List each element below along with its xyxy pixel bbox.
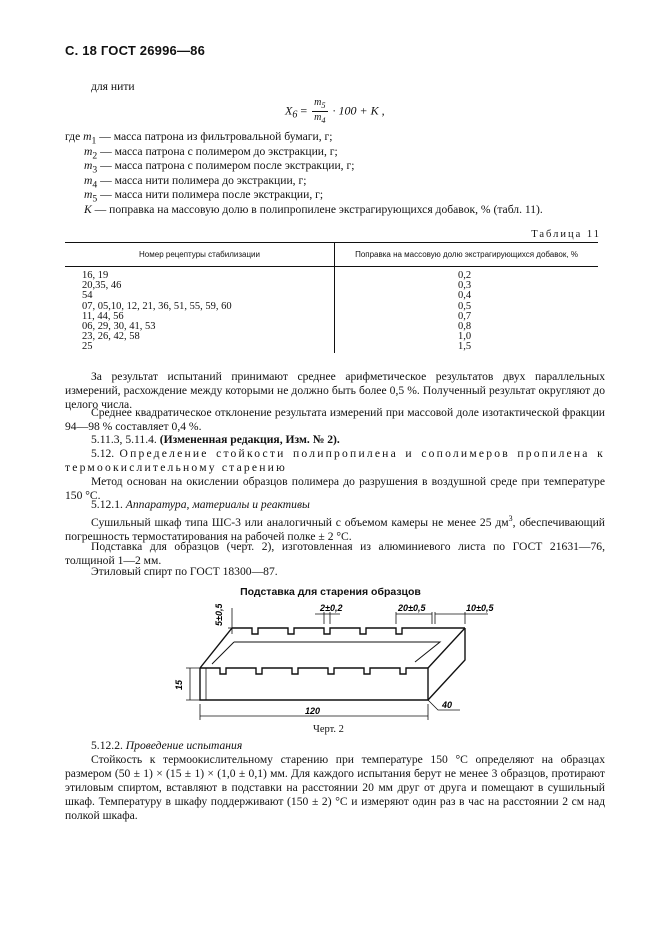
formula-rhs: · 100 + K ,: [332, 103, 385, 118]
table-row: [65, 281, 598, 291]
definition-item: [65, 174, 543, 189]
section-number: 5.11.3, 5.11.4.: [91, 433, 160, 446]
paragraph-deviation: [65, 406, 605, 434]
formula-numerator: m: [314, 97, 322, 108]
paragraph-text: За результат испытаний принимают среднее арифметическое результатов двух параллельных измерений, расхождение между которыми не должно быть более 0,5 %. Полученный результат округляют до целого числа.: [65, 370, 605, 411]
definition-list: [65, 130, 543, 218]
section-title: Проведение испытания: [125, 739, 243, 752]
figure-title: Подставка для старения образцов: [240, 586, 421, 598]
superscript: 3: [508, 514, 513, 523]
page-header: С. 18 ГОСТ 26996—86: [65, 43, 206, 58]
front-edge: [200, 668, 428, 674]
table-cell-correction: 1,5: [458, 341, 472, 353]
section-number: 5.12.1.: [91, 498, 126, 511]
definition-sub: 3: [92, 164, 98, 176]
table-cell-recipe: 11, 44, 56: [65, 312, 335, 322]
formula-denominator: m: [314, 112, 322, 123]
figure-caption: Черт. 2: [313, 724, 344, 735]
formula-x6: [285, 97, 385, 126]
table-cell-recipe: 07, 05,10, 12, 21, 36, 51, 55, 59, 60: [65, 302, 335, 312]
formula-fraction: [312, 97, 327, 126]
definition-sub: 4: [92, 179, 98, 191]
definition-prefix: где: [65, 130, 84, 143]
definition-sub: 1: [91, 135, 97, 147]
definition-item: [65, 130, 543, 145]
section-title: Определение стойкости полипропилена и сополимеров пропилена к термоокислительному старению: [65, 447, 605, 474]
right-slant: [428, 628, 465, 668]
paragraph-procedure: [65, 753, 605, 823]
definition-item: [65, 188, 543, 203]
dim-end-offset: 10±0,5: [466, 604, 494, 613]
definition-text: — масса патрона из фильтровальной бумаги, г;: [96, 130, 333, 143]
section-number: 5.12.2.: [91, 739, 126, 752]
table-row: [65, 332, 598, 342]
dim-length: 120: [305, 706, 321, 716]
table-cell-recipe: 25: [65, 342, 335, 352]
table-cell-recipe: 06, 29, 30, 41, 53: [65, 322, 335, 332]
table-row: [65, 267, 598, 282]
definition-sub: 5: [92, 193, 98, 205]
table-cell-correction: 1,0: [458, 331, 472, 343]
table-header-row: [65, 243, 598, 267]
paragraph-text: Среднее квадратическое отклонение результата измерений при массовой доле изотактической фракции 94—98 % составляет 0,4 %.: [65, 406, 605, 433]
definition-text: — масса патрона с полимером до экстракции, г;: [97, 144, 338, 158]
definition-item: [65, 203, 543, 218]
definition-text: — поправка на массовую долю в полипропилене экстрагирующихся добавок, % (табл. 11).: [91, 202, 543, 216]
definition-text: — масса нити полимера до экстракции, г;: [97, 173, 307, 187]
column-header-correction: Поправка на массовую долю экстрагирующихся добавок, %: [335, 243, 599, 267]
formula-lhs: X: [285, 103, 293, 118]
definition-symbol: m: [83, 130, 92, 143]
definition-symbol: m: [84, 159, 93, 173]
paragraph-text: Подставка для образцов (черт. 2), изготовленная из алюминиевого листа по ГОСТ 21631—76, толщиной 1—2 мм.: [65, 540, 605, 567]
figure-drawing: [170, 604, 510, 729]
table-cell-correction: 0,8: [458, 321, 472, 333]
definition-symbol: m: [84, 173, 93, 187]
dim-width: 40: [442, 700, 453, 710]
left-slant: [200, 628, 232, 668]
section-5-12-1-heading: [65, 498, 605, 512]
definition-item: [65, 159, 543, 174]
definition-symbol: m: [84, 144, 93, 158]
side-face: [428, 628, 465, 700]
definition-text: — масса нити полимера после экстракции, г;: [97, 188, 324, 202]
table-cell-recipe: 54: [65, 291, 335, 301]
paragraph-stand: [65, 540, 605, 568]
table-row: [65, 322, 598, 332]
definition-text: — масса патрона с полимером после экстракции, г;: [97, 159, 355, 173]
section-5-12-heading: [65, 447, 605, 475]
dim-slot-pitch: 20±0,5: [398, 604, 426, 613]
section-number: 5.12.: [91, 447, 120, 460]
table-row: [65, 342, 598, 352]
definition-sub: 2: [92, 149, 98, 161]
paragraph-text: Метод основан на окислении образцов полимера до разрушения в воздушной среде при температуре 150 °С.: [65, 475, 605, 502]
section-5-12-2-heading: [65, 739, 605, 753]
table-cell-correction: 0,4: [458, 290, 472, 302]
paragraph-amendment: [65, 433, 605, 447]
dim-slot-depth: 5±0,5: [214, 604, 224, 626]
table-11: [65, 242, 598, 353]
table-cell-correction: 0,7: [458, 310, 472, 322]
back-edge: [232, 628, 465, 634]
column-header-recipe: Номер рецептуры стабилизации: [65, 243, 335, 267]
paragraph-alcohol: [65, 565, 605, 579]
formula-eq: =: [300, 103, 308, 118]
formula-numerator-sub: 5: [321, 101, 326, 110]
table-row: [65, 302, 598, 312]
amendment-note: (Измененная редакция, Изм. № 2).: [159, 433, 340, 446]
formula-lhs-sub: 6: [292, 109, 298, 121]
table-cell-recipe: 16, 19: [65, 267, 335, 282]
dim-slot-width: 2±0,2: [320, 604, 343, 613]
section-title: Аппаратура, материалы и реактивы: [125, 498, 310, 511]
paragraph-text: , обеспечивающий погрешность термостатирования на рабочей полке ± 2 °С.: [65, 515, 605, 543]
paragraph-text: Стойкость к термоокислительному старению при температуре 150 °С определяют на образцах размером (50 ± 1) × (15 ± 1) × (1,0 ± 0,1) мм. Для каждого испытания берут не менее 3 образцов, протирают этиловым спиртом, вставляют в подставки на расстоянии 20 мм друг от друга и помещают в сушильный шкаф. Температуру в шкафу поддерживают (150 ± 2) °С и измеряют один раз в час на расстоянии 2 см над полкой шкафа.: [65, 753, 605, 822]
definition-item: [65, 145, 543, 160]
table-cell-recipe: 23, 26, 42, 58: [65, 332, 335, 342]
table-caption: Таблица 11: [531, 229, 601, 240]
definition-symbol: K: [84, 202, 92, 216]
table-cell-correction: 0,2: [458, 270, 472, 281]
definition-symbol: m: [84, 188, 93, 202]
dim-height: 15: [174, 679, 184, 690]
paragraph-text: Этиловый спирт по ГОСТ 18300—87.: [91, 565, 278, 578]
front-face: [200, 668, 428, 700]
formula-denominator-sub: 4: [321, 116, 326, 125]
intro-text: для нити: [91, 80, 135, 93]
inner-edge: [234, 642, 440, 662]
paragraph-text: Сушильный шкаф типа ШС-3 или аналогичный с объемом камеры не менее 25 дм: [91, 515, 509, 529]
table-cell-correction: 0,5: [458, 300, 472, 312]
stand-drawing: [170, 604, 510, 724]
table-cell-correction: 0,3: [458, 280, 472, 292]
table-cell-recipe: 20,35, 46: [65, 281, 335, 291]
